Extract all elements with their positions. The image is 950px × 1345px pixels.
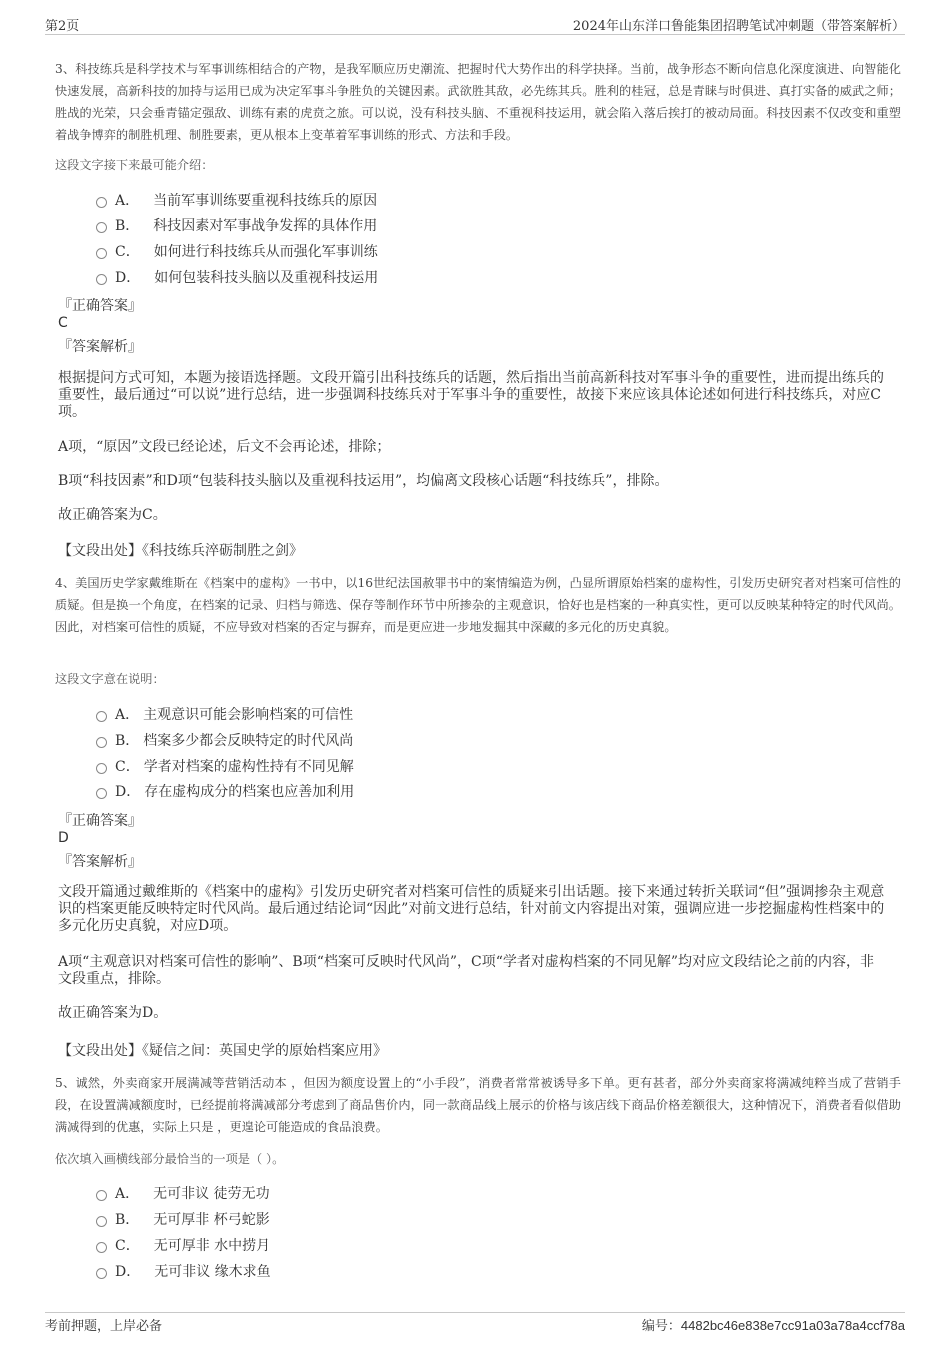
radio-icon[interactable] — [96, 222, 107, 233]
option-text: 当前军事训练要重视科技练兵的原因 — [153, 193, 378, 209]
question-5-option-c[interactable] — [96, 1235, 270, 1255]
radio-icon[interactable] — [96, 1268, 107, 1279]
question-4-option-c[interactable] — [96, 756, 354, 776]
radio-icon[interactable] — [96, 274, 107, 285]
page-header — [45, 14, 905, 35]
option-text: 无可非议 徒劳无功 — [153, 1186, 270, 1202]
question-3-option-a[interactable] — [96, 190, 377, 210]
radio-icon[interactable] — [96, 248, 107, 259]
question-3-analysis-4: 故正确答案为C。 — [58, 507, 167, 523]
question-3-option-d[interactable] — [96, 267, 378, 287]
analysis-label: 『答案解析』 — [58, 339, 142, 355]
question-4-source — [58, 1040, 387, 1060]
option-text: 无可非议 缘木求鱼 — [154, 1264, 271, 1280]
correct-answer-label: 『正确答案』 — [58, 298, 142, 314]
radio-icon[interactable] — [96, 1242, 107, 1253]
footer-serial — [642, 1315, 905, 1334]
question-5-option-a[interactable] — [96, 1183, 270, 1203]
footer-slogan: 考前押题，上岸必备 — [45, 1318, 163, 1334]
radio-icon[interactable] — [96, 737, 107, 748]
question-4-option-d[interactable] — [96, 781, 354, 801]
page-footer — [45, 1312, 905, 1335]
option-letter: C． — [115, 1238, 140, 1254]
analysis-label: 『答案解析』 — [58, 854, 142, 870]
source-title: 《科技练兵淬砺制胜之剑》 — [142, 543, 303, 559]
option-letter: D． — [115, 784, 141, 800]
question-4-prompt: 这段文字意在说明： — [55, 672, 165, 686]
serial-label: 编号： — [641, 1318, 681, 1334]
option-letter: A． — [115, 707, 140, 723]
serial-number: 4482bc46e838e7cc91a03a78a4ccf78a — [680, 1317, 905, 1333]
question-5-prompt: 依次填入画横线部分最恰当的一项是（ ）。 — [55, 1152, 285, 1166]
option-text: 存在虚构成分的档案也应善加利用 — [144, 784, 355, 800]
question-3-answer: C — [58, 315, 68, 331]
option-text: 无可厚非 水中捞月 — [153, 1238, 271, 1254]
radio-icon[interactable] — [96, 788, 107, 799]
source-title: 《疑信之间：英国史学的原始档案应用》 — [142, 1043, 387, 1059]
radio-icon[interactable] — [96, 1190, 107, 1201]
question-4-option-b[interactable] — [96, 730, 353, 750]
radio-icon[interactable] — [96, 1216, 107, 1227]
question-4-option-a[interactable] — [96, 704, 353, 724]
question-4-answer: D — [58, 830, 69, 846]
option-letter: C． — [115, 759, 140, 775]
option-text: 档案多少都会反映特定的时代风尚 — [143, 733, 354, 749]
option-text: 学者对档案的虚构性持有不同见解 — [143, 759, 354, 775]
question-3-analysis-3: B项“科技因素”和D项“包装科技头脑以及重视科技运用”，均偏离文段核心话题“科技练兵”，排除。 — [58, 473, 669, 489]
option-text: 如何进行科技练兵从而强化军事训练 — [153, 244, 378, 260]
option-letter: B． — [115, 733, 140, 749]
question-5-option-d[interactable] — [96, 1261, 271, 1281]
option-text: 如何包装科技头脑以及重视科技运用 — [154, 270, 379, 286]
question-3-option-c[interactable] — [96, 241, 378, 261]
option-text: 无可厚非 杯弓蛇影 — [153, 1212, 270, 1228]
question-3-prompt: 这段文字接下来最可能介绍： — [55, 158, 214, 172]
correct-answer-label: 『正确答案』 — [58, 813, 142, 829]
question-4-analysis-3: 故正确答案为D。 — [58, 1005, 168, 1021]
option-letter: D． — [115, 1264, 141, 1280]
question-5-stem: 5、诚然，外卖商家开展满减等营销活动本 ，但因为额度设置上的“小手段”，消费者常常被诱导多下单。更有甚者，部分外卖商家将满减纯粹当成了营销手段，在设置满减额度时，已经提前将满减部分考虑到了商品售价内，同一款商品线上展示的价格与该店线下商品价格差额很大，这种情况下，消费者看似借助满减得到的优惠，实际上只是 ，更遑论可能造成的食品浪费。 — [55, 1076, 901, 1134]
option-letter: D． — [115, 270, 141, 286]
option-letter: A． — [115, 193, 140, 209]
question-3-stem: 3、科技练兵是科学技术与军事训练相结合的产物，是我军顺应历史潮流、把握时代大势作出的科学抉择。当前，战争形态不断向信息化深度演进、向智能化快速发展，高新科技的加持与运用已成为决定军事斗争胜负的关键因素。武欲胜其敌，必先练其兵。胜利的桂冠，总是青睐与时俱进、真打实备的威武之师；胜战的光荣，只会垂青锚定强敌、训练有素的虎贲之旅。可以说，没有科技头脑、不重视科技运用，就会陷入落后挨打的被动局面。科技因素不仅改变和重塑着战争博弈的制胜机理、制胜要素，更从根本上变革着军事训练的形式、方法和手段。 — [55, 62, 901, 142]
option-text: 主观意识可能会影响档案的可信性 — [143, 707, 354, 723]
option-letter: B． — [115, 1212, 140, 1228]
radio-icon[interactable] — [96, 711, 107, 722]
question-3-analysis-1: 根据提问方式可知，本题为接语选择题。文段开篇引出科技练兵的话题，然后指出当前高新科技对军事斗争的重要性，进而提出练兵的重要性，最后通过“可以说”进行总结，进一步强调科技练兵对于军事斗争的重要性，故接下来应该具体论述如何进行科技练兵，对应C项。 — [58, 370, 884, 420]
question-3-analysis-2: A项，“原因”文段已经论述，后文不会再论述，排除； — [58, 439, 391, 455]
page-number: 第2页 — [45, 18, 80, 34]
question-3-option-b[interactable] — [96, 215, 377, 235]
question-4-stem: 4、美国历史学家戴维斯在《档案中的虚构》一书中，以16世纪法国赦罪书中的案情编造为例，凸显所谓原始档案的虚构性，引发历史研究者对档案可信性的质疑。但是换一个角度，在档案的记录、归档与筛选、保存等制作环节中所掺杂的主观意识，恰好也是档案的一种真实性，更可以反映某种特定的时代风尚。因此，对档案可信性的质疑，不应导致对档案的否定与摒弃，而是更应进一步地发掘其中深藏的多元化的历史真貌。 — [55, 576, 901, 634]
radio-icon[interactable] — [96, 763, 107, 774]
question-4-analysis-1: 文段开篇通过戴维斯的《档案中的虚构》引发历史研究者对档案可信性的质疑来引出话题。接下来通过转折关联词“但”强调掺杂主观意识的档案更能反映特定时代风尚。最后通过结论词“因此”对前文进行总结，针对前文内容提出对策，强调应进一步挖掘虚构性档案中的多元化历史真貌，对应D项。 — [58, 884, 885, 934]
question-5-option-b[interactable] — [96, 1209, 270, 1229]
question-3-source — [58, 540, 303, 560]
question-4-analysis-2: A项“主观意识对档案可信性的影响”、B项“档案可反映时代风尚”，C项“学者对虚构档案的不同见解”均对应文段结论之前的内容，非文段重点，排除。 — [58, 954, 875, 987]
source-label: 【文段出处】 — [58, 1043, 142, 1059]
option-letter: A． — [115, 1186, 140, 1202]
option-letter: C． — [115, 244, 140, 260]
radio-icon[interactable] — [96, 197, 107, 208]
option-letter: B． — [115, 218, 140, 234]
source-label: 【文段出处】 — [58, 543, 142, 559]
option-text: 科技因素对军事战争发挥的具体作用 — [153, 218, 378, 234]
document-title: 2024年山东洋口鲁能集团招聘笔试冲刺题（带答案解析） — [572, 18, 905, 34]
